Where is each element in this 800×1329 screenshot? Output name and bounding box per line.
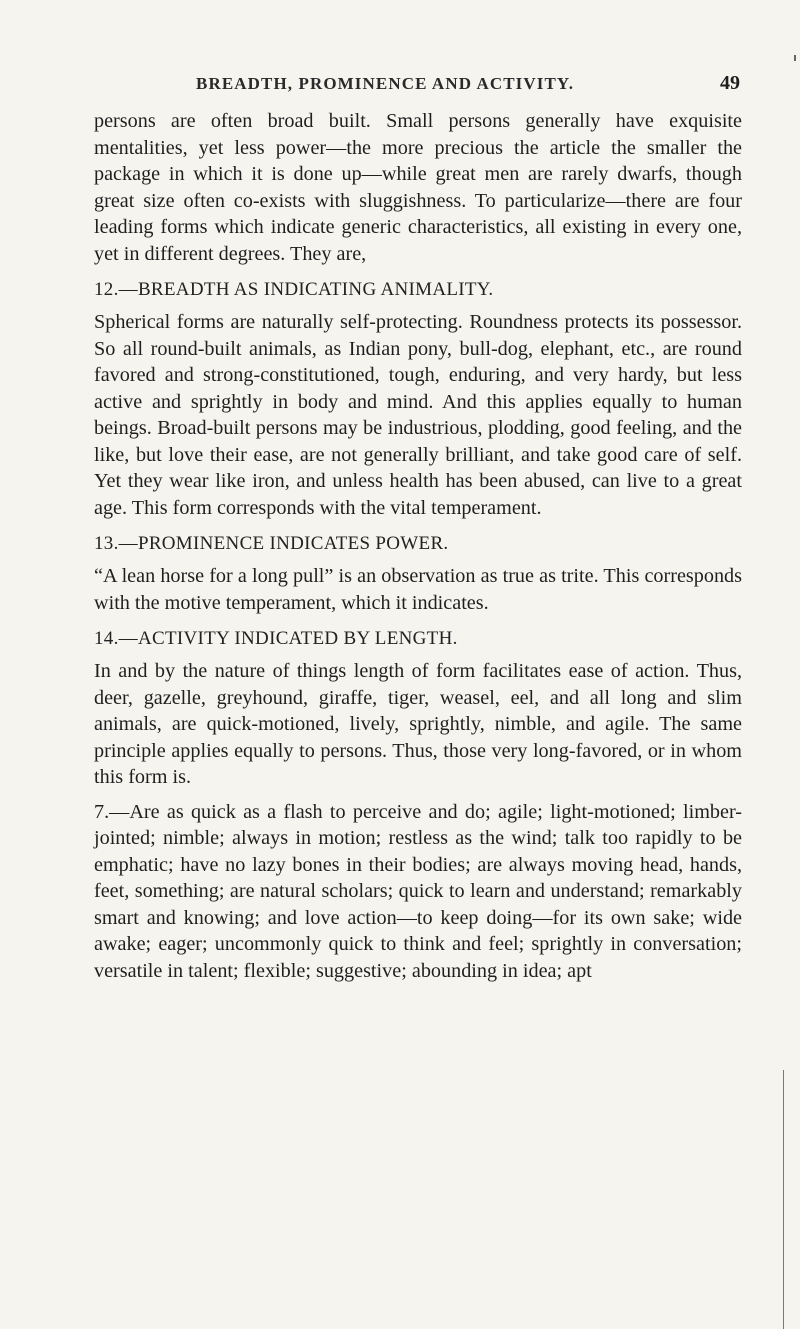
margin-line [783,1070,784,1329]
intro-paragraph: persons are often broad built. Small persons generally have exquisite mentalities, yet less power—the more precious the article the smaller the package in which it is done up—while great men are rarely dwarfs, though great size often co-exists with sluggishness. To particularize—there are four leading forms which indicate generic characteristics, all existing in every one, yet in different degrees. They are, [94,110,742,265]
running-title: BREADTH, PROMINENCE AND ACTIVITY. [196,74,575,93]
section-heading-prominence: 13.—PROMINENCE INDICATES POWER. [94,533,449,554]
section-heading-activity: 14.—ACTIVITY INDICATED BY LENGTH. [94,628,458,649]
section-heading-breadth: 12.—BREADTH AS INDICATING ANIMALITY. [94,279,494,300]
page-number: 49 [720,72,740,94]
section-text-breadth: Spherical forms are naturally self-protecting. Roundness protects its possessor. So all round-built animals, as Indian pony, bull-dog, elephant, etc., are round favored and strong-constitutioned, tough, enduring, and very hardy, but less active and sprightly in body and mind. And this applies equally to human beings. Broad-built persons may be industrious, plodding, good feeling, and the like, but love their ease, are not generally brilliant, and take good care of self. Yet they wear like iron, and unless health has been abused, can live to a great age. This form corresponds with the vital temperament. [94,311,742,519]
numbered-paragraph-7: 7.—Are as quick as a flash to perceive and do; agile; light-motioned; limber-jointed; nimble; always in motion; restless as the wind; talk too rapidly to be emphatic; have no lazy bones in their bodies; are always moving head, hands, feet, something; are natural scholars; quick to learn and understand; remarkably smart and knowing; and love action—to keep doing—for its own sake; wide awake; eager; uncommonly quick to think and feel; sprightly in conversation; versatile in talent; flexible; suggestive; abounding in idea; apt [94,800,742,982]
running-head [90,74,740,98]
page-body [94,108,742,984]
section-text-prominence: “A lean horse for a long pull” is an observation as true as trite. This corresponds with the motive temperament, which it indicates. [94,565,742,614]
section-text-activity: In and by the nature of things length of form facilitates ease of action. Thus, deer, gazelle, greyhound, giraffe, tiger, weasel, eel, and all long and slim animals, are quick-motioned, lively, sprightly, nimble, and agile. The same principle applies equally to persons. Thus, those very long-favored, or in whom this form is. [94,660,742,788]
scan-mark [794,55,796,61]
